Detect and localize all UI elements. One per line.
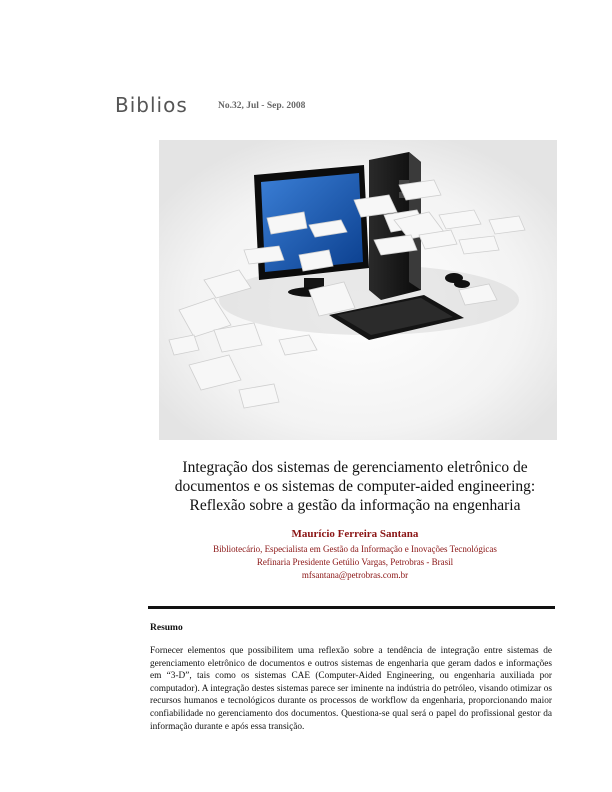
author-affiliation [140, 543, 570, 582]
divider [148, 606, 555, 609]
journal-name: Biblios [115, 93, 188, 117]
computer-with-flying-documents-illustration [159, 140, 557, 440]
affiliation-line: Bibliotecário, Especialista em Gestão da Informação e Inovações Tecnológicas [213, 544, 497, 554]
author-email[interactable]: mfsantana@petrobras.com.br [301, 570, 409, 580]
abstract-body: Fornecer elementos que possibilitem uma reflexão sobre a tendência de integração entre sistemas de gerenciamento eletrônico de documentos e outros sistemas de engenharia que geram dados e informações em “3-D”, tais como os sistemas CAE (Computer-Aided Engineering, ou engenharia auxiliada por computador). A integração destes sistemas parece ser iminente na indústria do petróleo, visando otimizar os recursos humanos e tecnológicos durante os processos de workflow da engenharia, proporcionando maior confiabilidade no gerenciamento dos documentos. Questiona-se qual será o papel do profissional gestor da informação durante e após essa transição. [150, 646, 552, 732]
mouse [454, 280, 470, 288]
title-line: Reflexão sobre a gestão da informação na engenharia [189, 497, 521, 514]
title-line: Integração dos sistemas de gerenciamento eletrônico de [182, 459, 528, 476]
paper-title [140, 458, 570, 515]
abstract-heading: Resumo [150, 623, 183, 633]
issue-info: No.32, Jul - Sep. 2008 [218, 101, 306, 111]
author-name: Maurício Ferreira Santana [291, 528, 419, 540]
affiliation-line: Refinaria Presidente Getúlio Vargas, Petrobras - Brasil [256, 557, 454, 567]
title-line: documentos e os sistemas de computer-aided engineering: [174, 478, 536, 495]
